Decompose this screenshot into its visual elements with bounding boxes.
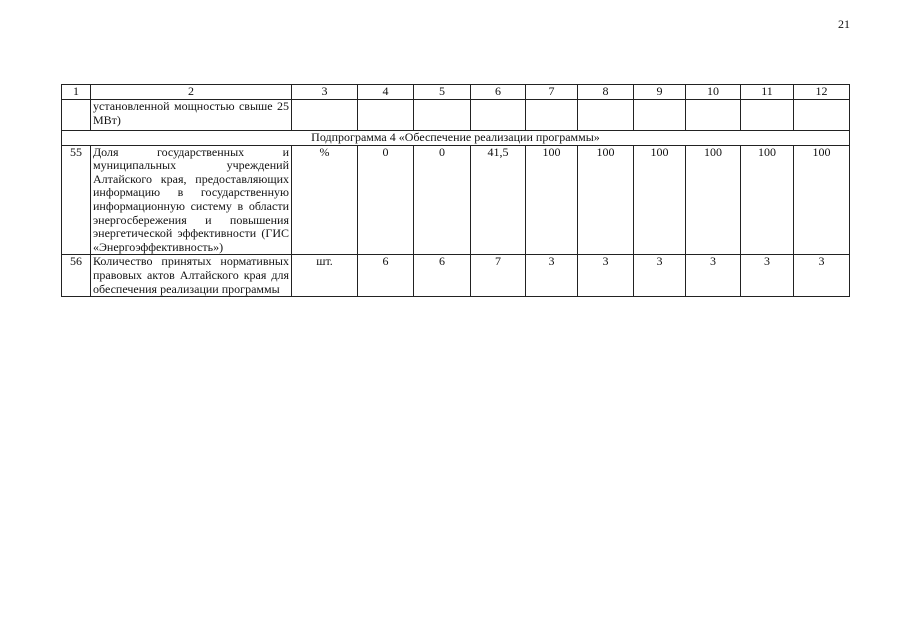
value-cell: 41,5 [471, 145, 526, 255]
value-cell: 6 [414, 255, 471, 297]
column-number-row [62, 85, 850, 100]
value-cell [634, 100, 686, 131]
value-cell: 100 [526, 145, 578, 255]
value-cell: 3 [634, 255, 686, 297]
value-cell: 100 [686, 145, 741, 255]
indicator-name-cell: установленной мощностью свыше 25 МВт) [91, 100, 292, 131]
value-cell: 3 [578, 255, 634, 297]
value-cell: 0 [414, 145, 471, 255]
table-row-continuation [62, 100, 850, 131]
row-number-cell: 56 [62, 255, 91, 297]
value-cell: 100 [578, 145, 634, 255]
value-cell: 3 [794, 255, 850, 297]
column-header: 10 [686, 85, 741, 100]
value-cell [526, 100, 578, 131]
row-number-cell [62, 100, 91, 131]
indicator-name-cell: Количество принятых нормативных правовых актов Алтайского края для обеспечения реализации программы [91, 255, 292, 297]
value-cell [414, 100, 471, 131]
value-cell: 100 [634, 145, 686, 255]
table-row [62, 145, 850, 255]
column-header: 2 [91, 85, 292, 100]
column-header: 3 [292, 85, 358, 100]
page-number: 21 [838, 17, 850, 31]
section-title: Подпрограмма 4 «Обеспечение реализации программы» [62, 131, 850, 146]
indicator-name-cell: Доля государственных и муниципальных учреждений Алтайского края, предоставляющих информацию в государственную информационную систему в области энергосбережения и повышения энергетической эффективности (ГИС «Энергоэффективность») [91, 145, 292, 255]
column-header: 8 [578, 85, 634, 100]
value-cell: 3 [741, 255, 794, 297]
value-cell [686, 100, 741, 131]
row-number-cell: 55 [62, 145, 91, 255]
column-header: 1 [62, 85, 91, 100]
unit-cell: % [292, 145, 358, 255]
value-cell: 3 [526, 255, 578, 297]
value-cell: 6 [358, 255, 414, 297]
value-cell: 7 [471, 255, 526, 297]
value-cell [578, 100, 634, 131]
section-row [62, 131, 850, 146]
unit-cell: шт. [292, 255, 358, 297]
value-cell: 100 [741, 145, 794, 255]
column-header: 6 [471, 85, 526, 100]
value-cell [358, 100, 414, 131]
column-header: 12 [794, 85, 850, 100]
table-row [62, 255, 850, 297]
value-cell: 0 [358, 145, 414, 255]
value-cell: 100 [794, 145, 850, 255]
value-cell [794, 100, 850, 131]
column-header: 4 [358, 85, 414, 100]
unit-cell [292, 100, 358, 131]
value-cell [471, 100, 526, 131]
column-header: 9 [634, 85, 686, 100]
column-header: 11 [741, 85, 794, 100]
indicators-table [61, 84, 850, 297]
column-header: 5 [414, 85, 471, 100]
column-header: 7 [526, 85, 578, 100]
value-cell: 3 [686, 255, 741, 297]
value-cell [741, 100, 794, 131]
